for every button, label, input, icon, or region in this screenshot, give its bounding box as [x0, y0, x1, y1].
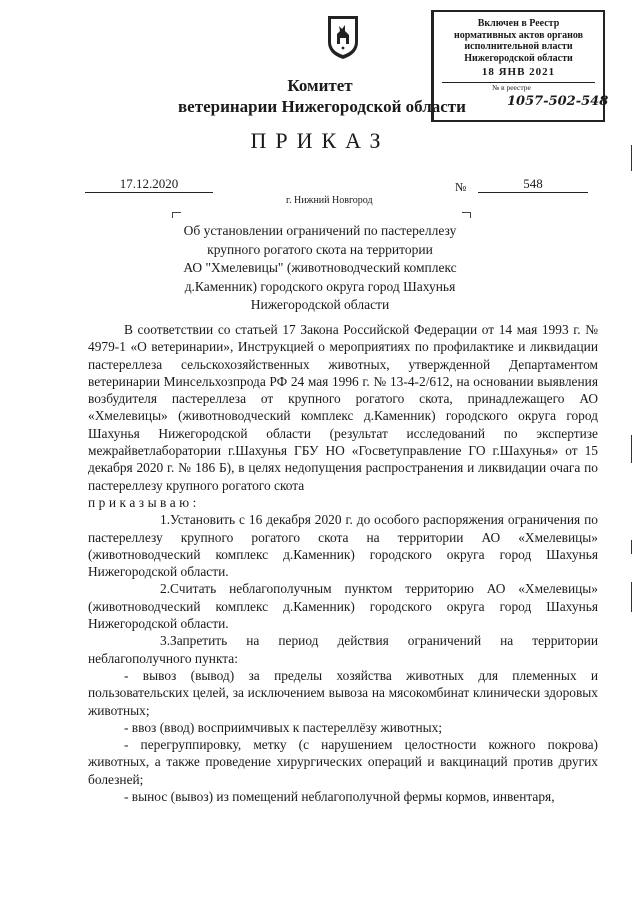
restriction-item: - ввоз (ввод) восприимчивых к пастереллёзу животных;	[124, 719, 443, 735]
stamp-line: нормативных актов органов	[453, 29, 583, 41]
stamp-line: Включен в Реестр	[477, 18, 560, 29]
subject-line: Нижегородской области	[250, 297, 390, 312]
item-text: Установить с 16 декабря 2020 г. до особого распоряжения ограничения по пастереллезу крупного рогатого скота на территории АО «Хмелевицы» (животноводческий комплекс д.Каменник) городского округа город Шахунья Нижегородской области.	[88, 512, 598, 580]
item-number: 3.	[160, 633, 171, 649]
order-word: приказываю:	[88, 494, 200, 510]
restriction-item: - вывоз (вывод) за пределы хозяйства животных для племенных и пользовательских целей, за исключением вывоза на мясокомбинат клинически здоровых животных;	[88, 667, 598, 718]
number-label: №	[455, 180, 467, 194]
subject-bracket-right	[462, 212, 471, 218]
subject-line: Об установлении ограничений по пастереллезу	[183, 223, 457, 238]
document-subject	[150, 222, 490, 315]
scan-margin-mark	[631, 145, 632, 171]
scan-margin-mark	[631, 435, 632, 463]
subject-line: д.Каменник) городского округа город Шахунья	[184, 278, 456, 294]
coat-of-arms-emblem	[326, 14, 360, 60]
item-number: 1.	[160, 512, 171, 528]
order-item-3	[88, 632, 598, 667]
item-text: Считать неблагополучным пунктом территорию АО «Хмелевицы» (животноводческий комплекс д.Каменник) городского округа город Шахунья Нижегородской области.	[88, 581, 598, 632]
subject-line: АО "Хмелевицы" (животноводческий комплекс	[183, 260, 457, 275]
org-name-line2: ветеринарии Нижегородской области	[178, 97, 466, 116]
document-date: 17.12.2020	[85, 176, 213, 193]
stamp-line: Нижегородской области	[464, 52, 573, 64]
order-item-1	[88, 511, 598, 580]
org-name-line1: Комитет	[287, 76, 353, 95]
document-title: ПРИКАЗ	[250, 128, 390, 153]
subject-bracket-left	[172, 212, 181, 218]
stamp-line: исполнительной власти	[464, 41, 573, 52]
subject-line: крупного рогатого скота на территории	[207, 241, 433, 257]
document-city: г. Нижний Новгород	[286, 195, 373, 206]
scan-margin-mark	[631, 540, 632, 554]
order-item-2	[88, 580, 598, 632]
stamp-registry-label: № в реестре	[492, 82, 531, 92]
preamble-paragraph: В соответствии со статьей 17 Закона Российской Федерации от 14 мая 1993 г. № 4979-1 «О ветеринарии», Инструкцией о мероприятиях по профилактике и ликвидации пастереллеза сельскохозяйственных животных, утвержденной Департаментом ветеринарии Минсельхозпрода РФ 24 мая 1996 г. № 13-4-2/612, на основании выявления возбудителя пастереллеза от крупного рогатого скота, принадлежащего АО «Хмелевицы» (животноводческий комплекс д.Каменник) городского округа город Шахунья Нижегородской области (результат исследований по экспертизе межрайветлаборатории г.Шахунья ГБУ НО «Госветуправление ГО г.Шахунья» от 15 декабря 2020 г. № 186 Б), в целях недопущения распространения и ликвидации очага по пастереллезу крупного рогатого скота	[88, 322, 598, 493]
document-body	[88, 321, 598, 805]
item-number: 2.	[160, 581, 171, 597]
stamp-registry-number: 1057-502-548	[507, 94, 609, 109]
stamp-date: 18 ЯНВ 2021	[481, 66, 556, 78]
restriction-item: - перегруппировку, метку (с нарушением целостности кожного покрова) животных, а также проведение хирургических операций и вакцинаций против других болезней;	[88, 737, 598, 787]
scan-margin-mark	[631, 582, 632, 612]
restriction-item: - вынос (вывоз) из помещений неблагополучной фермы кормов, инвентаря,	[124, 789, 555, 805]
item-text: Запретить на период действия ограничений на территории неблагополучного пункта:	[88, 633, 598, 666]
document-number: 548	[478, 176, 588, 193]
